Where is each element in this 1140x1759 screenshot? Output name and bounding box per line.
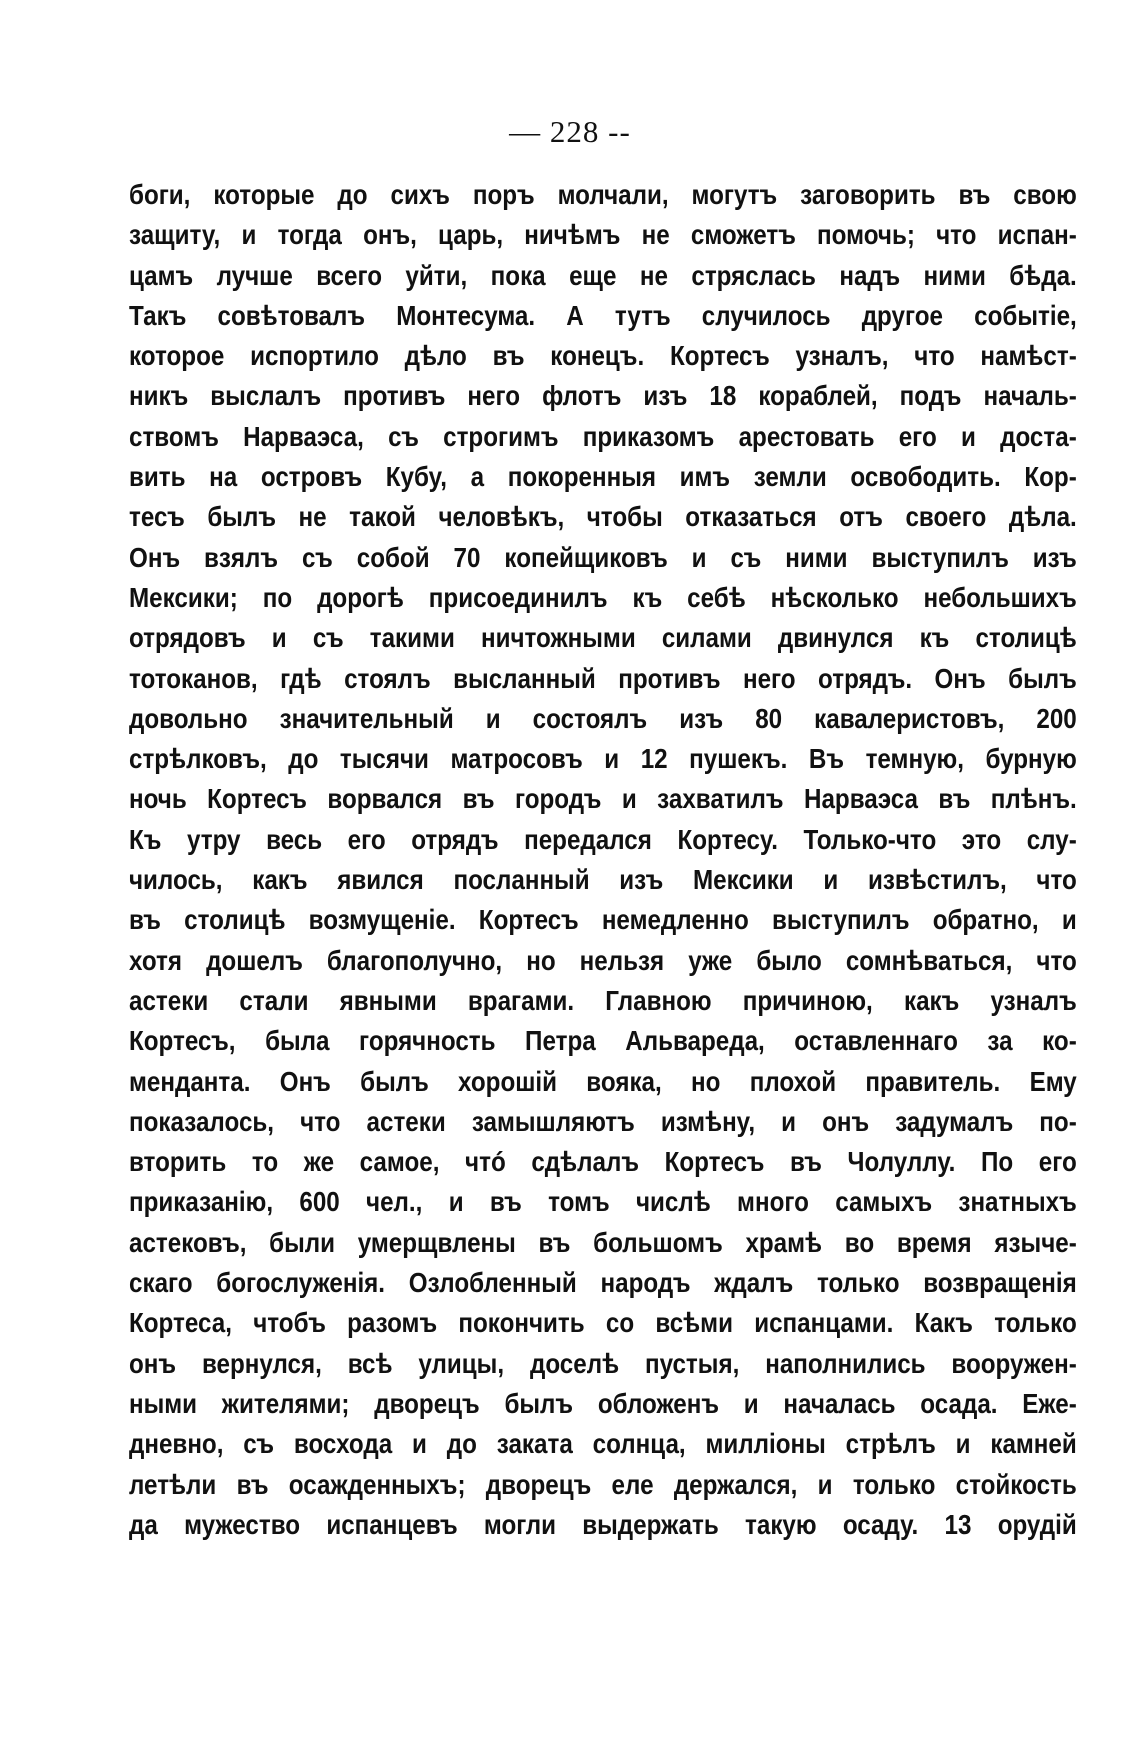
text-line: астеки стали явными врагами. Главною причиною, какъ узналъ [129, 984, 1077, 1016]
body-text [129, 175, 1077, 1545]
text-line: летѣли въ осажденныхъ; дворецъ еле держался, и только стойкость [129, 1468, 1077, 1500]
text-line: отрядовъ и съ такими ничтожными силами двинулся къ столицѣ [129, 622, 1077, 654]
text-line: тесъ былъ не такой человѣкъ, чтобы отказаться отъ своего дѣла. [129, 501, 1077, 533]
text-line: боги, которые до сихъ поръ молчали, могутъ заговорить въ свою [129, 179, 1077, 210]
text-line: вить на островъ Кубу, а покоренныя имъ земли освободить. Кор- [129, 461, 1077, 493]
text-line: ночь Кортесъ ворвался въ городъ и захватилъ Нарваэса въ плѣнъ. [129, 783, 1077, 815]
text-line: тотоканов, гдѣ стоялъ высланный противъ него отрядъ. Онъ былъ [129, 662, 1077, 694]
text-line: онъ вернулся, всѣ улицы, доселѣ пустыя, наполнились вооружен- [129, 1347, 1077, 1379]
text-line: довольно значительный и состоялъ изъ 80 кавалеристовъ, 200 [129, 702, 1077, 734]
text-line: цамъ лучше всего уйти, пока еще не стряслась надъ ними бѣда. [129, 259, 1077, 291]
text-line: дневно, съ восхода и до заката солнца, милліоны стрѣлъ и камней [129, 1428, 1077, 1460]
text-line: скаго богослуженія. Озлобленный народъ ждалъ только возвращенія [129, 1267, 1077, 1299]
text-line: Къ утру весь его отрядъ передался Кортесу. Только-что это слу- [129, 823, 1077, 855]
text-line: ными жителями; дворецъ былъ обложенъ и началась осада. Еже- [129, 1387, 1077, 1419]
text-line: показалось, что астеки замышляютъ измѣну, и онъ задумалъ по- [129, 1105, 1077, 1137]
text-line: никъ выслалъ противъ него флотъ изъ 18 кораблей, подъ началь- [129, 380, 1077, 412]
text-line: стрѣлковъ, до тысячи матросовъ и 12 пушекъ. Въ темную, бурную [129, 743, 1077, 775]
page-number: — 228 -- [509, 114, 631, 149]
text-line: чилось, какъ явился посланный изъ Мексики и извѣстилъ, что [129, 864, 1077, 896]
text-line: Такъ совѣтовалъ Монтесума. А тутъ случилось другое событіе, [129, 299, 1077, 331]
text-line: менданта. Онъ былъ хорошій вояка, но плохой правитель. Ему [129, 1065, 1077, 1097]
text-line: Онъ взялъ съ собой 70 копейщиковъ и съ ними выступилъ изъ [129, 541, 1077, 573]
text-line: Кортеса, чтобъ разомъ покончить со всѣми испанцами. Какъ только [129, 1307, 1077, 1339]
text-line: въ столицѣ возмущеніе. Кортесъ немедленно выступилъ обратно, и [129, 904, 1077, 936]
text-line: да мужество испанцевъ могли выдержать такую осаду. 13 орудій [129, 1508, 1077, 1540]
text-line: защиту, и тогда онъ, царь, ничѣмъ не сможетъ помочь; что испан- [129, 219, 1077, 251]
text-line: вторить то же самое, чтó сдѣлалъ Кортесъ въ Чолуллу. По его [129, 1146, 1077, 1178]
text-line: приказанію, 600 чел., и въ томъ числѣ много самыхъ знатныхъ [129, 1186, 1077, 1218]
text-line: которое испортило дѣло въ конецъ. Кортесъ узналъ, что намѣст- [129, 340, 1077, 372]
text-line: Мексики; по дорогѣ присоединилъ къ себѣ нѣсколько небольшихъ [129, 581, 1077, 613]
text-line: хотя дошелъ благополучно, но нельзя уже было сомнѣваться, что [129, 944, 1077, 976]
text-line: Кортесъ, была горячность Петра Альвареда, оставленнаго за ко- [129, 1025, 1077, 1057]
text-line: ствомъ Нарваэса, съ строгимъ приказомъ арестовать его и доста- [129, 420, 1077, 452]
text-line: астековъ, были умерщвлены въ большомъ храмѣ во время языче- [129, 1226, 1077, 1258]
